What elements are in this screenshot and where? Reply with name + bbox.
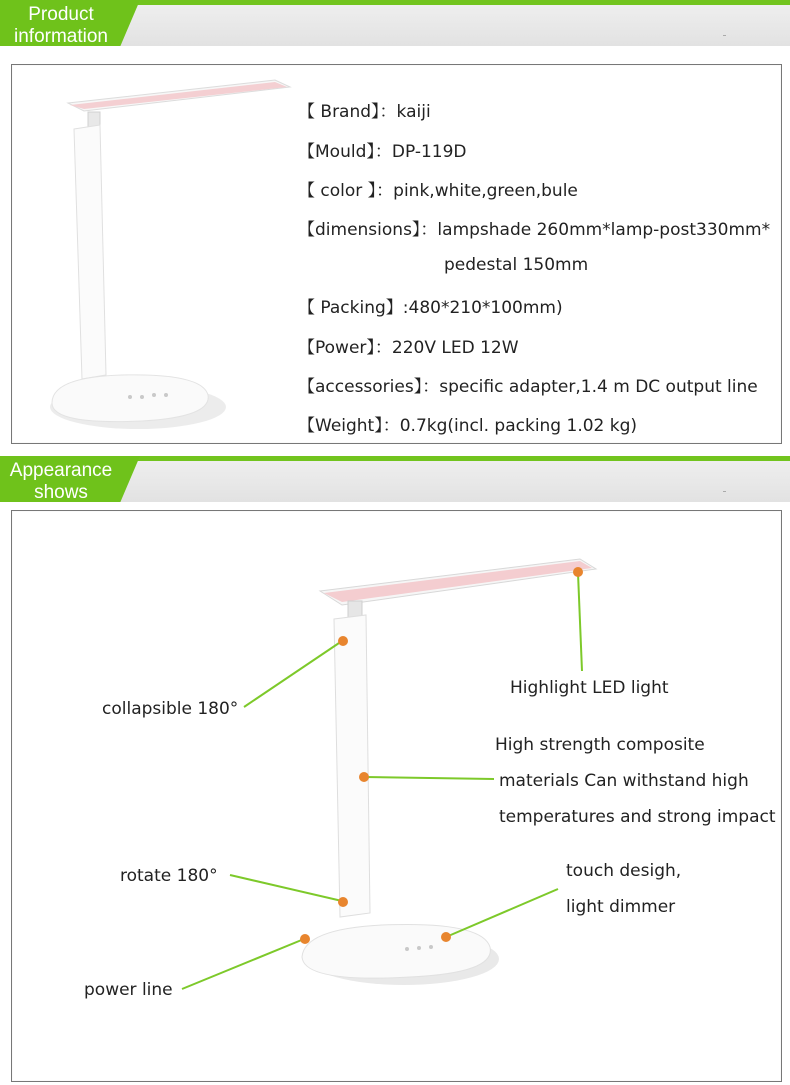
header-dot [723,35,726,36]
spec-separator: ： [376,181,394,201]
spec-value: lampshade 260mm*lamp-post330mm* [437,220,771,240]
section-title [0,460,122,504]
spec-row [298,372,758,397]
spec-key: 【 Packing】 [298,298,403,318]
section-title-line1: Product [28,4,94,25]
callout-line-rotate [230,875,342,901]
section-header-product-information [0,0,790,46]
spec-value: kaiji [396,102,431,122]
callout-line-touch [446,889,558,937]
spec-row [298,137,467,162]
spec-key: 【accessories】 [298,377,423,397]
spec-row [444,255,588,275]
marker-touch [441,932,451,942]
spec-separator: ： [420,220,438,240]
marker-power [300,934,310,944]
spec-row [298,333,519,358]
spec-row [298,176,578,201]
callout-line-highlight [578,573,582,671]
marker-collapsible [338,636,348,646]
callout-touch-line2: light dimmer [566,897,676,917]
spec-separator: ： [374,142,392,162]
spec-key: 【dimensions】 [298,220,421,240]
callout-line-power [182,939,304,989]
spec-value: DP-119D [391,142,467,162]
marker-composite [359,772,369,782]
callout-composite-line2: materials Can withstand high [499,771,749,791]
spec-separator: ： [374,338,392,358]
spec-separator: ： [379,102,397,122]
callout-line-collapsible [244,641,342,707]
spec-key: 【Power】 [298,338,375,358]
spec-row [298,97,431,122]
spec-separator: : [402,298,409,318]
callout-touch-line1: touch desigh, [566,861,682,881]
callout-highlight-led: Highlight LED light [510,678,669,698]
header-background [120,5,790,46]
spec-row [298,411,637,436]
spec-key: 【 color 】 [298,181,377,201]
section-header-appearance-shows [0,456,790,502]
header-background [120,461,790,502]
spec-separator: ： [382,416,400,436]
spec-key: 【 Brand】 [298,102,380,122]
header-dot [723,491,726,492]
marker-highlight [573,567,583,577]
marker-rotate [338,897,348,907]
section-title-line2: information [14,26,108,47]
spec-value: specific adapter,1.4 m DC output line [439,377,758,397]
spec-value: 480*210*100mm) [408,298,563,318]
callout-composite-line3: temperatures and strong impact [499,807,776,827]
section-title-line1: Appearance [9,460,113,481]
spec-key: 【Weight】 [298,416,383,436]
spec-value: 220V LED 12W [391,338,519,358]
spec-value: 0.7kg(incl. packing 1.02 kg) [399,416,638,436]
spec-value: pink,white,green,bule [393,181,578,201]
callout-collapsible: collapsible 180° [102,699,239,719]
section-title [0,4,122,48]
callout-rotate: rotate 180° [120,866,218,886]
callout-composite-line1: High strength composite [495,735,705,755]
spec-row [298,215,770,240]
spec-key: 【Mould】 [298,142,375,162]
spec-row [298,293,563,318]
section-title-line2: shows [34,482,88,503]
spec-value: pedestal 150mm [444,255,589,275]
callout-power-line: power line [84,980,173,1000]
callout-line-composite [364,777,494,779]
desk-lamp-image [12,65,292,441]
spec-separator: ： [422,377,440,397]
